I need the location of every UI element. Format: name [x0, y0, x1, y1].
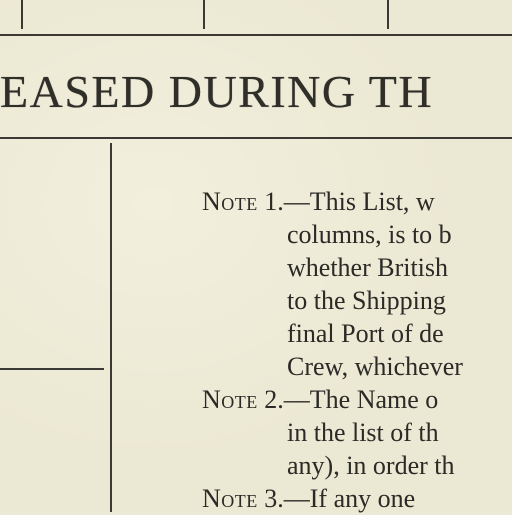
note-line: any), in order th — [287, 451, 455, 480]
heading-underline-rule — [0, 137, 512, 139]
note-1-heading — [202, 185, 512, 218]
note-line: in the list of th — [287, 418, 439, 447]
note-text: 3.—If any one — [257, 484, 416, 513]
top-table-column-divider — [387, 0, 389, 29]
top-table-column-divider — [203, 0, 205, 29]
top-table-rule — [0, 34, 512, 36]
note-label: Note — [202, 385, 258, 414]
section-heading-text: EASED DURING TH — [0, 66, 434, 117]
note-line: to the Shipping — [287, 286, 446, 315]
top-table-column-divider — [21, 0, 23, 29]
note-label: Note — [202, 484, 258, 513]
note-3-heading — [202, 482, 512, 515]
note-line: whether British — [287, 253, 449, 282]
section-heading — [0, 64, 433, 120]
note-text: 1.—This List, w — [257, 187, 435, 216]
note-line: columns, is to b — [287, 220, 452, 249]
note-line: final Port of de — [287, 319, 444, 348]
left-column-row-rule — [0, 368, 104, 370]
note-text: 2.—The Name o — [257, 385, 439, 414]
left-column-divider — [110, 143, 112, 512]
notes-block — [202, 185, 512, 515]
note-2-heading — [202, 383, 512, 416]
note-label: Note — [202, 187, 258, 216]
note-line: Crew, whichever — [287, 352, 463, 381]
